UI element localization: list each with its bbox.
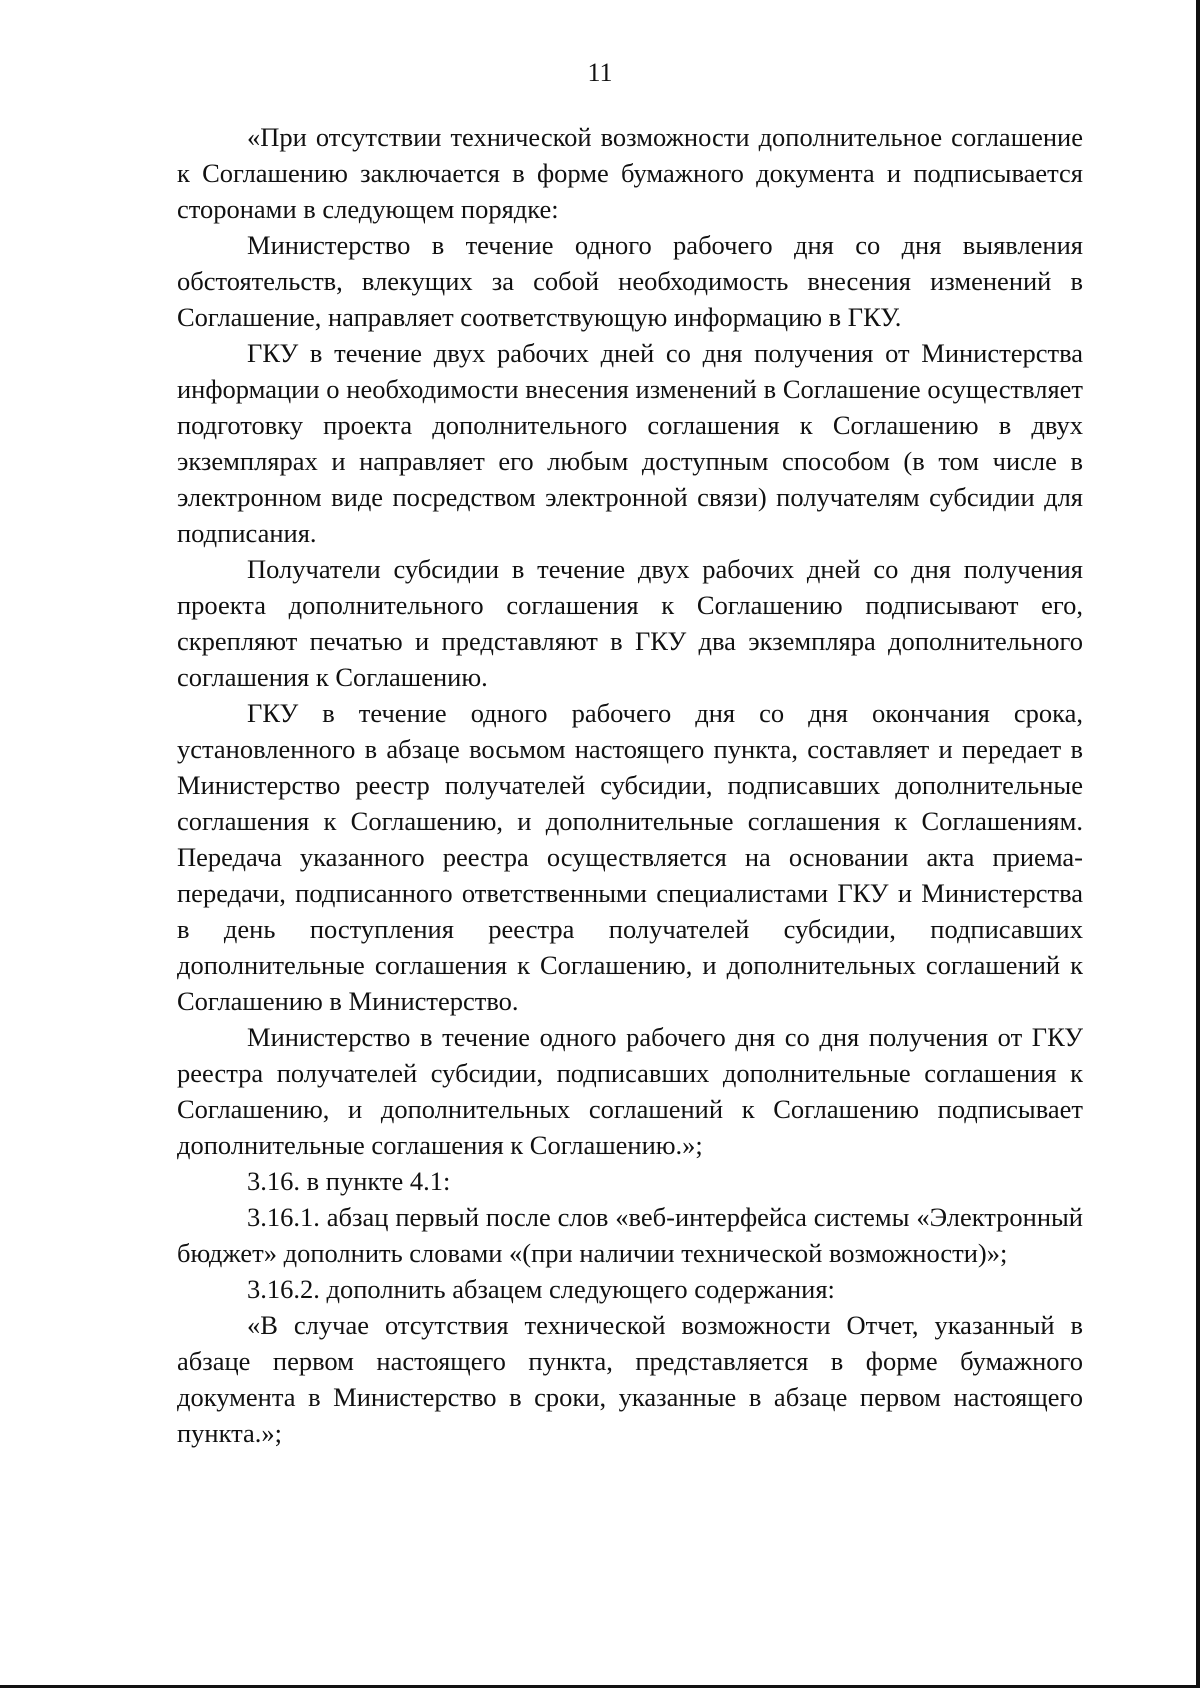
paragraph-7: 3.16. в пункте 4.1: [247, 1166, 451, 1196]
paragraph-4: Получатели субсидии в течение двух рабочих дней со дня получения проекта дополнительного соглашения к Соглашению подписывают его, скрепляют печатью и представляют в ГКУ два экземпляра дополнительного соглашения к Соглашению. [177, 554, 1083, 692]
paragraph-9: 3.16.2. дополнить абзацем следующего содержания: [247, 1274, 835, 1304]
page-number: 11 [587, 58, 613, 87]
scan-edge-right [1196, 0, 1200, 1688]
paragraph-10: «В случае отсутствия технической возможности Отчет, указанный в абзаце первом настоящего пункта, представляется в форме бумажного документа в Министерство в сроки, указанные в абзаце первом настоящего пункта.»; [177, 1310, 1083, 1448]
document-body [177, 119, 1083, 1451]
paragraph-2: Министерство в течение одного рабочего дня со дня выявления обстоятельств, влекущих за собой необходимость внесения изменений в Соглашение, направляет соответствующую информацию в ГКУ. [177, 230, 1083, 332]
paragraph-5: ГКУ в течение одного рабочего дня со дня окончания срока, установленного в абзаце восьмом настоящего пункта, составляет и передает в Министерство реестр получателей субсидии, подписавших дополнительные соглашения к Соглашению, и дополнительные соглашения к Соглашениям. Передача указанного реестра осуществляется на основании акта приема-передачи, подписанного ответственными специалистами ГКУ и Министерства в день поступления реестра получателей субсидии, подписавших дополнительные соглашения к Соглашению, и дополнительных соглашений к Соглашению в Министерство. [177, 698, 1083, 1016]
paragraph-8: 3.16.1. абзац первый после слов «веб-интерфейса системы «Электронный бюджет» дополнить словами «(при наличии технической возможности)»; [177, 1202, 1083, 1268]
paragraph-6: Министерство в течение одного рабочего дня со дня получения от ГКУ реестра получателей субсидии, подписавших дополнительные соглашения к Соглашению, и дополнительных соглашений к Соглашению подписывает дополнительные соглашения к Соглашению.»; [177, 1022, 1083, 1160]
paragraph-1: «При отсутствии технической возможности дополнительное соглашение к Соглашению заключается в форме бумажного документа и подписывается сторонами в следующем порядке: [177, 122, 1083, 224]
paragraph-3: ГКУ в течение двух рабочих дней со дня получения от Министерства информации о необходимости внесения изменений в Соглашение осуществляет подготовку проекта дополнительного соглашения к Соглашению в двух экземплярах и направляет его любым доступным способом (в том числе в электронном виде посредством электронной связи) получателям субсидии для подписания. [177, 338, 1083, 548]
